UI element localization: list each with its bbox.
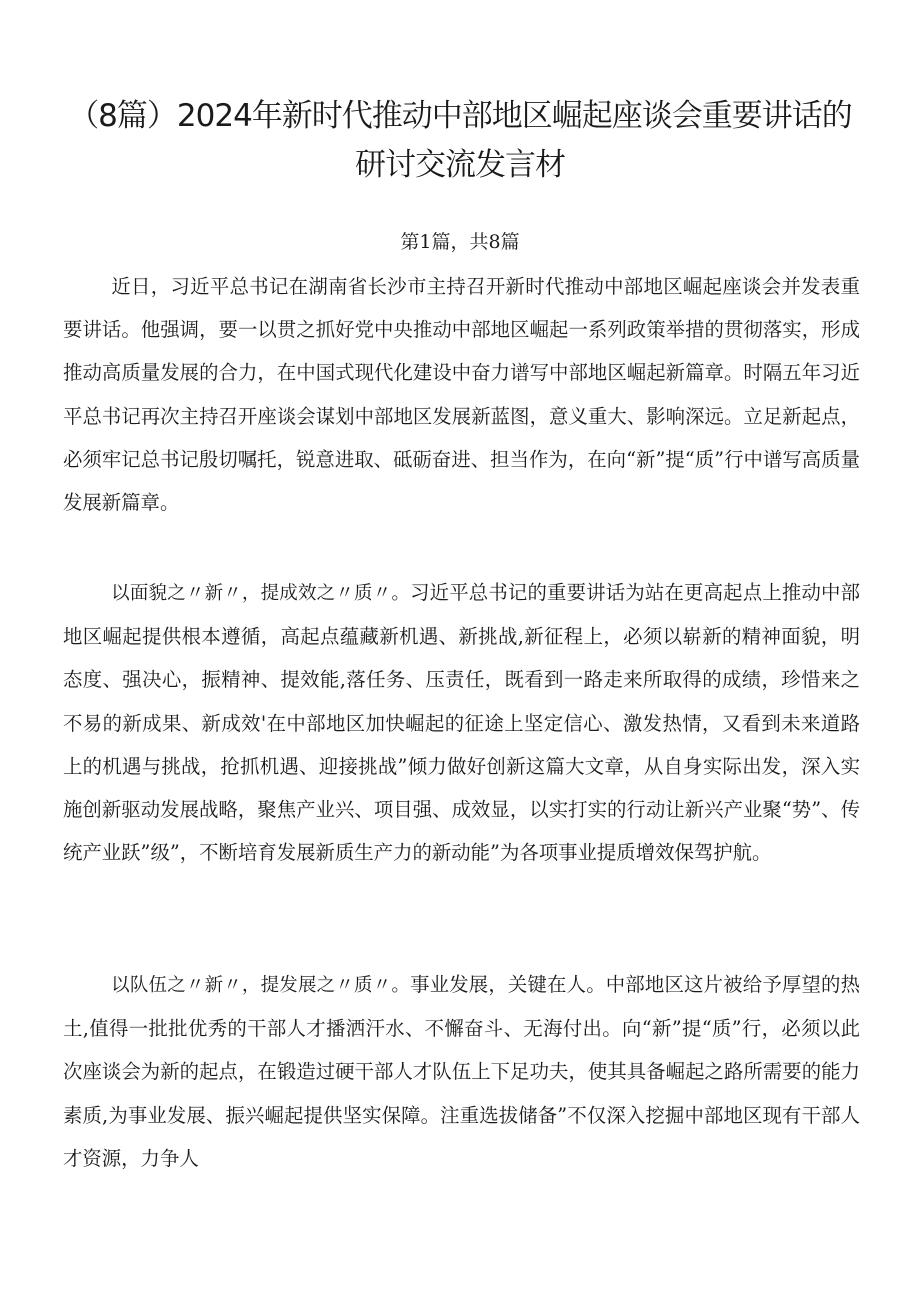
section-label: 第1篇，共8篇	[400, 231, 520, 253]
paragraph-lead: 以队伍之〃新〃，提发展之〃质〃。	[111, 975, 411, 996]
paragraph-text: 事业发展，关键在人。中部地区这片被给予厚望的热土,值得一批批优秀的干部人才播洒汗水、不懈奋斗、无海付出。向“新”提“质”行，必须以此次座谈会为新的起点，在锻造过硬干部人才队伍上下足功夫，使其具备崛起之路所需要的能力素质,为事业发展、振兴崛起提供坚实保障。注重选拔储备”不仅深入挖掘中部地区现有干部人才资源，力争人	[63, 973, 860, 1170]
paragraph-team	[63, 963, 860, 1180]
paragraph-intro	[63, 265, 860, 524]
paragraph-text: 近日，习近平总书记在湖南省长沙市主持召开新时代推动中部地区崛起座谈会并发表重要讲话。他强调，要一以贯之抓好党中央推动中部地区崛起一系列政策举措的贯彻落实，形成推动高质量发展的合力，在中国式现代化建设中奋力谱写中部地区崛起新篇章。时隔五年习近平总书记再次主持召开座谈会谋划中部地区发展新蓝图，意义重大、影响深远。立足新起点，必须牢记总书记殷切嘱托，锐意进取、砥砺奋进、担当作为，在向“新”提“质”行中谱写高质量发展新篇章。	[63, 275, 860, 515]
paragraph-lead: 以面貌之〃新〃，提成效之〃质〃。	[111, 583, 411, 604]
paragraph-appearance	[63, 571, 860, 874]
document-title: （8篇）2024年新时代推动中部地区崛起座谈会重要讲话的研讨交流发言材	[68, 98, 852, 183]
paragraph-text: 习近平总书记的重要讲话为站在更高起点上推动中部地区崛起提供根本遵循，高起点蕴藏新机遇、新挑战,新征程上，必须以崭新的精神面貌，明态度、强决心，振精神、提效能,落任务、压责任，既看到一路走来所取得的成绩，珍惜来之不易的新成果、新成效'在中部地区加快崛起的征途上坚定信心、激发热情，又看到未来道路上的机遇与挑战，抢抓机遇、迎接挑战”倾力做好创新这篇大文章，从自身实际出发，深入实施创新驱动发展战略，聚焦产业兴、项目强、成效显，以实打实的行动让新兴产业聚“势”、传统产业跃”级”，不断培育发展新质生产力的新动能”为各项事业提质增效保驾护航。	[63, 581, 860, 865]
